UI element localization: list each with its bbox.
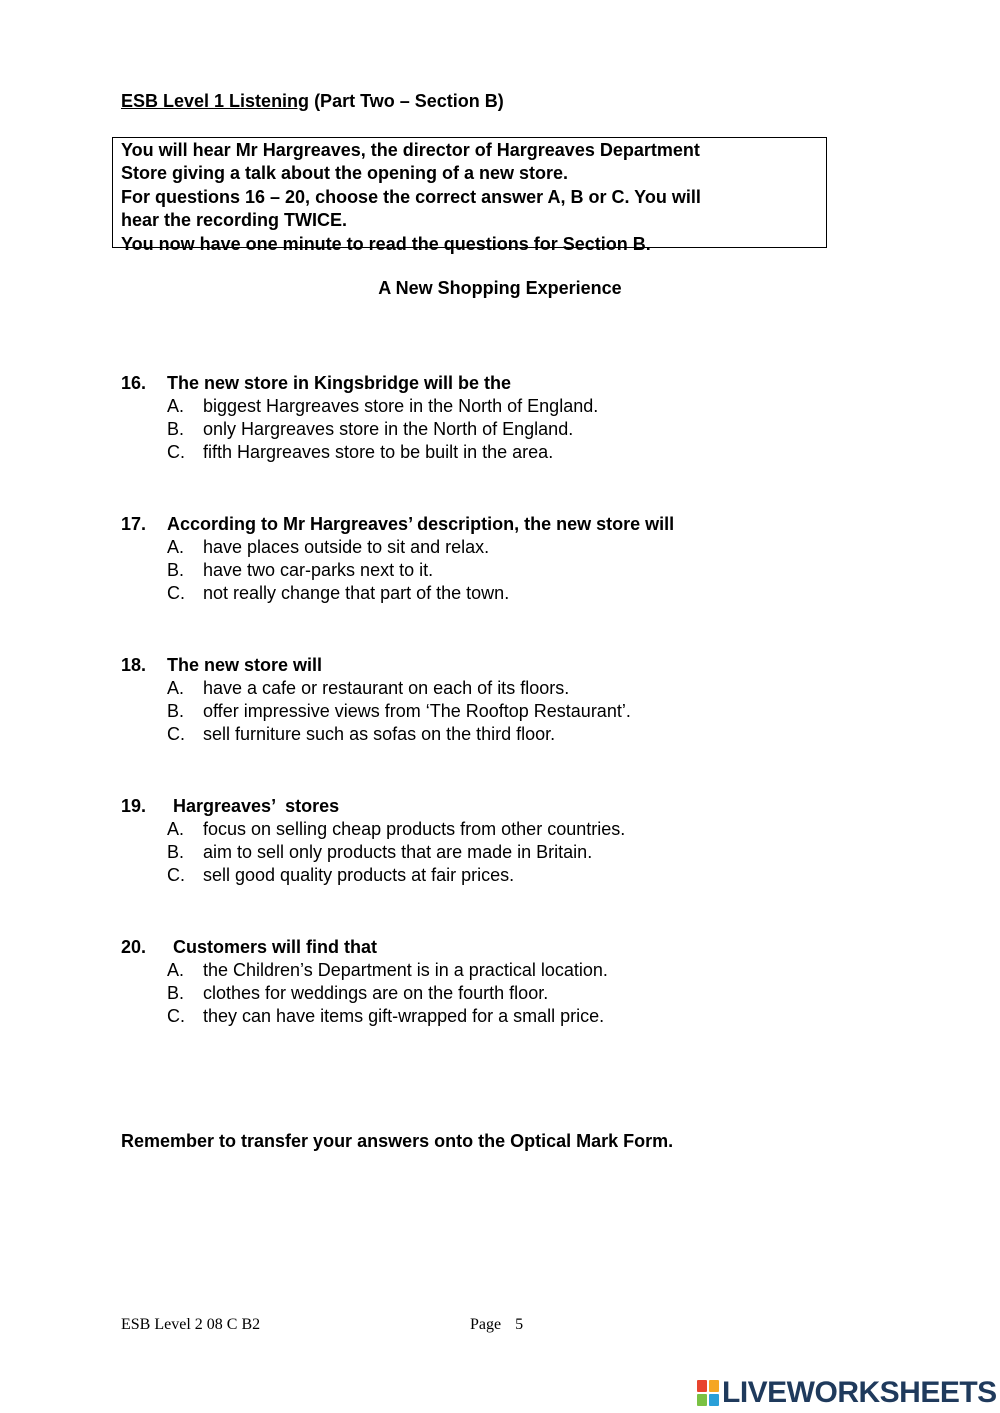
section-heading (121, 91, 504, 112)
page-label: Page (470, 1316, 502, 1333)
option-b[interactable]: B. aim to sell only products that are made in Britain. (167, 842, 593, 862)
question-text: According to Mr Hargreaves’ description, the new store will (167, 514, 675, 534)
question-16 (121, 372, 598, 464)
instructions-box (112, 137, 827, 254)
instruction-line: For questions 16 – 20, choose the correct answer A, B or C. You will (121, 186, 701, 207)
question-number: 17. (121, 514, 147, 534)
option-b[interactable]: B. only Hargreaves store in the North of England. (167, 419, 574, 439)
option-a[interactable]: A. focus on selling cheap products from other countries. (167, 819, 626, 839)
question-text: The new store will (167, 655, 323, 675)
instruction-line: hear the recording TWICE. (121, 210, 348, 231)
instruction-line: You now have one minute to read the questions for Section B. (121, 233, 651, 254)
brand-name: LIVEWORKSHEETS (722, 1376, 997, 1409)
footer-code: ESB Level 2 08 C B2 (121, 1316, 261, 1333)
liveworksheets-logo-icon (697, 1380, 719, 1406)
option-a[interactable]: A. have a cafe or restaurant on each of its floors. (167, 678, 570, 698)
question-20 (121, 936, 608, 1028)
option-c[interactable]: C. not really change that part of the town. (167, 583, 510, 603)
question-text: The new store in Kingsbridge will be the (167, 373, 512, 393)
option-a[interactable]: A. biggest Hargreaves store in the North of England. (167, 396, 599, 416)
heading-level: ESB Level 1 Listening (121, 91, 310, 111)
question-number: 19. (121, 796, 147, 816)
question-number: 18. (121, 655, 147, 675)
question-18 (121, 654, 631, 746)
option-b[interactable]: B. clothes for weddings are on the fourth floor. (167, 983, 549, 1003)
heading-part: (Part Two – Section B) (309, 91, 504, 111)
liveworksheets-brand[interactable] (697, 1375, 997, 1411)
option-a[interactable]: A. the Children’s Department is in a practical location. (167, 960, 608, 980)
option-b[interactable]: B. offer impressive views from ‘The Rooftop Restaurant’. (167, 701, 631, 721)
question-number: 20. (121, 937, 147, 957)
option-c[interactable]: C. fifth Hargreaves store to be built in the area. (167, 442, 554, 462)
question-17 (121, 513, 674, 605)
option-a[interactable]: A. have places outside to sit and relax. (167, 537, 490, 557)
option-c[interactable]: C. sell furniture such as sofas on the third floor. (167, 724, 556, 744)
reminder-text: Remember to transfer your answers onto the Optical Mark Form. (121, 1131, 674, 1151)
question-number: 16. (121, 373, 147, 393)
question-text: Customers will find that (173, 937, 378, 957)
page-title: A New Shopping Experience (378, 278, 622, 298)
option-c[interactable]: C. they can have items gift-wrapped for a small price. (167, 1006, 605, 1026)
option-b[interactable]: B. have two car-parks next to it. (167, 560, 434, 580)
option-c[interactable]: C. sell good quality products at fair prices. (167, 865, 515, 885)
instruction-line: You will hear Mr Hargreaves, the director of Hargreaves Department (121, 140, 700, 160)
footer-page (470, 1316, 523, 1334)
page-number: 5 (515, 1316, 524, 1333)
question-19 (121, 795, 625, 887)
instruction-line: Store giving a talk about the opening of a new store. (121, 163, 569, 184)
question-text: Hargreaves’ stores (173, 796, 340, 816)
